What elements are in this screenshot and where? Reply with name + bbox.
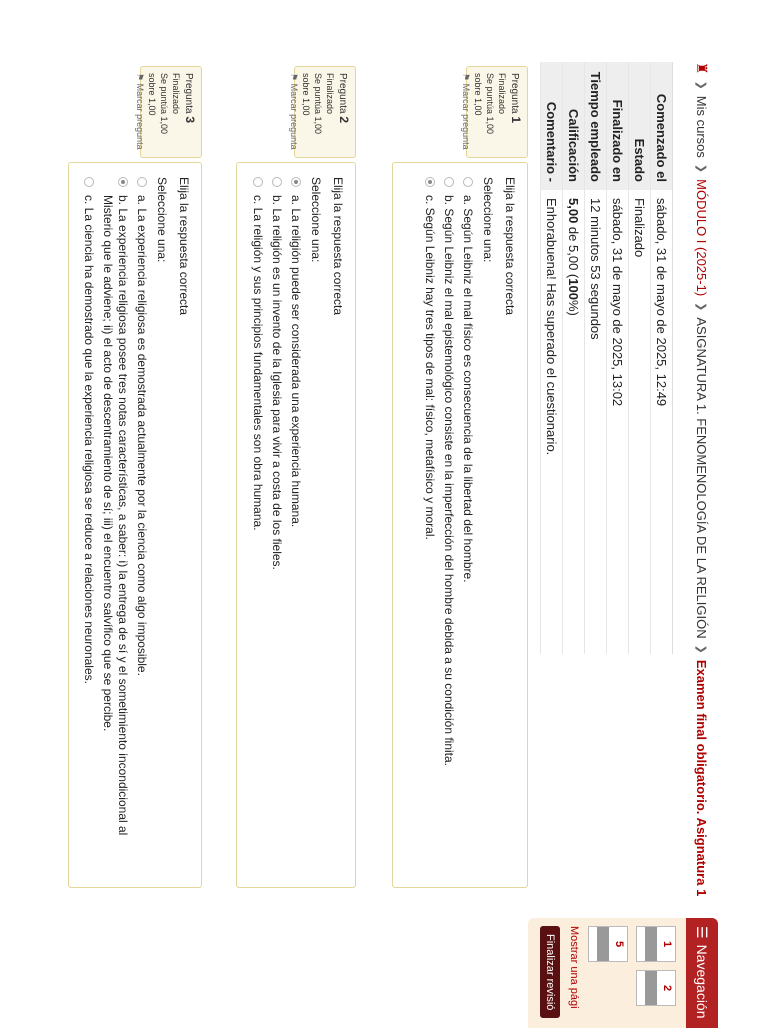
- flag-icon: ⚑: [461, 73, 471, 82]
- summary-row-comment: [540, 62, 562, 654]
- summary-row-state: [628, 62, 650, 654]
- chevron-right-icon: ❯: [695, 644, 707, 654]
- attempt-summary-table: [544, 62, 673, 654]
- answer-text: c. La ciencia ha demostrado que la experiencia religiosa se reduce a relaciones neuronales.: [82, 195, 96, 684]
- question-text: Elija la respuesta correcta: [177, 177, 191, 316]
- radio-button[interactable]: [444, 177, 454, 187]
- breadcrumb: [693, 62, 710, 896]
- answer-text: a. Según Leibniz el mal físico es consecuencia de la libertad del hombre.: [461, 195, 475, 583]
- question-number: [182, 73, 196, 151]
- flag-question-button[interactable]: [134, 73, 146, 151]
- summary-label: Estado: [629, 62, 650, 190]
- radio-button[interactable]: [272, 177, 282, 187]
- summary-value: sábado, 31 de mayo de 2025, 12:49: [654, 198, 669, 407]
- quiz-navigation-title: Navegación: [694, 944, 710, 1019]
- summary-row-grade: [562, 62, 584, 654]
- quiz-navigation-block: [528, 918, 718, 1028]
- summary-value: sábado, 31 de mayo de 2025, 13:02: [610, 198, 625, 407]
- answer-text: b. Según Leibniz el mal epistemológico consiste en la imperfección del hombre debida a su condición finita.: [442, 195, 456, 767]
- nav-question-button[interactable]: [636, 970, 676, 1006]
- question-number-value: 2: [337, 116, 351, 124]
- question-score: Se puntúa 1,00 sobre 1,00: [473, 73, 495, 135]
- radio-button-selected[interactable]: [425, 177, 435, 187]
- nav-question-number: 2: [661, 984, 673, 992]
- grade-value: 5,00: [566, 198, 581, 224]
- question-score: Se puntúa 1,00 sobre 1,00: [301, 73, 323, 135]
- question-content-1: [392, 162, 528, 888]
- answer-option[interactable]: [288, 177, 303, 873]
- question-state: Finalizado: [497, 73, 507, 115]
- answer-option[interactable]: [460, 177, 475, 873]
- answer-text: b. La religión es un invento de la Iglesia para vivir a costa de los fieles.: [270, 195, 284, 570]
- summary-label: Tiempo empleado: [585, 62, 606, 190]
- summary-value: [566, 190, 581, 316]
- answer-option[interactable]: [269, 177, 284, 873]
- question-number-value: 1: [509, 116, 523, 124]
- answer-option[interactable]: [422, 177, 437, 873]
- summary-row-time: [584, 62, 606, 654]
- nav-question-number: 5: [613, 940, 625, 948]
- question-prompt: Seleccione una:: [155, 177, 169, 263]
- menu-icon: ☰: [694, 926, 711, 939]
- question-content-3: [68, 162, 202, 888]
- home-icon[interactable]: ♜: [694, 62, 710, 75]
- show-one-page-link[interactable]: Mostrar una pági: [568, 926, 580, 1009]
- question-text: Elija la respuesta correcta: [331, 177, 345, 316]
- nav-answered-indicator: [645, 971, 657, 1005]
- flag-question-button[interactable]: [460, 73, 472, 151]
- answer-text: a. La experiencia religiosa es demostrada actualmente por la ciencia como algo imposible.: [135, 195, 149, 676]
- radio-button[interactable]: [137, 177, 147, 187]
- finish-review-button[interactable]: Finalizar revisió: [540, 926, 560, 1018]
- chevron-right-icon: ❯: [695, 80, 707, 90]
- grade-rest: de 5,00 (: [566, 223, 581, 279]
- question-label: Pregunta: [337, 73, 348, 114]
- nav-question-number: 1: [661, 940, 673, 948]
- flag-icon: ⚑: [289, 73, 299, 82]
- flag-icon: ⚑: [135, 73, 145, 82]
- breadcrumb-exam[interactable]: Examen final obligatorio. Asignatura 1: [694, 659, 709, 897]
- question-score: Se puntúa 1,00 sobre 1,00: [147, 73, 169, 135]
- radio-button[interactable]: [84, 177, 94, 187]
- summary-row-finished: [606, 62, 628, 654]
- nav-answered-indicator: [645, 927, 657, 961]
- quiz-navigation-header: [686, 918, 718, 1028]
- answer-option[interactable]: [81, 177, 96, 873]
- grade-percent: 100: [566, 278, 581, 300]
- answer-option[interactable]: [134, 177, 149, 873]
- flag-label: Marcar pregunta: [461, 83, 471, 150]
- summary-label: Comenzado el: [651, 62, 672, 190]
- nav-question-button[interactable]: [636, 926, 676, 962]
- answer-text: a. La religión puede ser considerada una experiencia humana.: [289, 195, 303, 528]
- question-info-2: [289, 66, 356, 158]
- radio-button[interactable]: [253, 177, 263, 187]
- summary-row-started: [650, 62, 672, 654]
- question-label: Pregunta: [183, 73, 194, 114]
- chevron-right-icon: ❯: [695, 163, 707, 174]
- answer-option[interactable]: [250, 177, 265, 873]
- summary-value: Enhorabuena! Has superado el cuestionario.: [544, 198, 559, 456]
- answer-text: b. La experiencia religiosa posee tres notas características, a saber: i) la entrega de sí y el sometimiento incondicional al Misterio que le adviene; ii) el acto de descentramiento de sí; iii) el encuentro salvífico que se percibe.: [101, 195, 130, 836]
- breadcrumb-subject[interactable]: ASIGNATURA 1. FENOMENOLOGÍA DE LA RELIGIÓN: [694, 317, 709, 639]
- answer-option[interactable]: [100, 177, 130, 873]
- breadcrumb-my-courses[interactable]: Mis cursos: [694, 95, 709, 158]
- grade-end: %): [566, 299, 581, 316]
- question-info-1: [461, 66, 528, 158]
- breadcrumb-module[interactable]: MÓDULO I (2025-1): [694, 179, 709, 297]
- radio-button-selected[interactable]: [118, 177, 128, 187]
- question-label: Pregunta: [509, 73, 520, 114]
- question-number-value: 3: [183, 116, 197, 124]
- question-info-3: [135, 66, 202, 158]
- flag-label: Marcar pregunta: [289, 83, 299, 150]
- radio-button[interactable]: [463, 177, 473, 187]
- radio-button-selected[interactable]: [291, 177, 301, 187]
- summary-value: 12 minutos 53 segundos: [588, 198, 603, 340]
- question-number: [336, 73, 350, 151]
- answer-text: c. Según Leibniz hay tres tipos de mal: físico, metafísico y moral.: [423, 195, 437, 540]
- chevron-right-icon: ❯: [695, 302, 707, 312]
- question-prompt: Seleccione una:: [309, 177, 323, 263]
- nav-answered-indicator: [597, 927, 609, 961]
- answer-text: c. La religión y sus principios fundamentales son obra humana.: [251, 195, 265, 531]
- question-content-2: [236, 162, 356, 888]
- question-prompt: Seleccione una:: [481, 177, 495, 263]
- summary-value: Finalizado: [632, 198, 647, 258]
- summary-label: Finalizado en: [607, 62, 628, 190]
- question-number: [508, 73, 522, 151]
- summary-label: Comentario -: [541, 62, 562, 190]
- quiz-navigation-grid: [588, 918, 686, 1028]
- nav-question-button[interactable]: [588, 926, 628, 962]
- question-state: Finalizado: [171, 73, 181, 115]
- question-state: Finalizado: [325, 73, 335, 115]
- answer-option[interactable]: [441, 177, 456, 873]
- flag-label: Marcar pregunta: [135, 83, 145, 150]
- question-text: Elija la respuesta correcta: [503, 177, 517, 316]
- flag-question-button[interactable]: [288, 73, 300, 151]
- summary-label: Calificación: [563, 62, 584, 190]
